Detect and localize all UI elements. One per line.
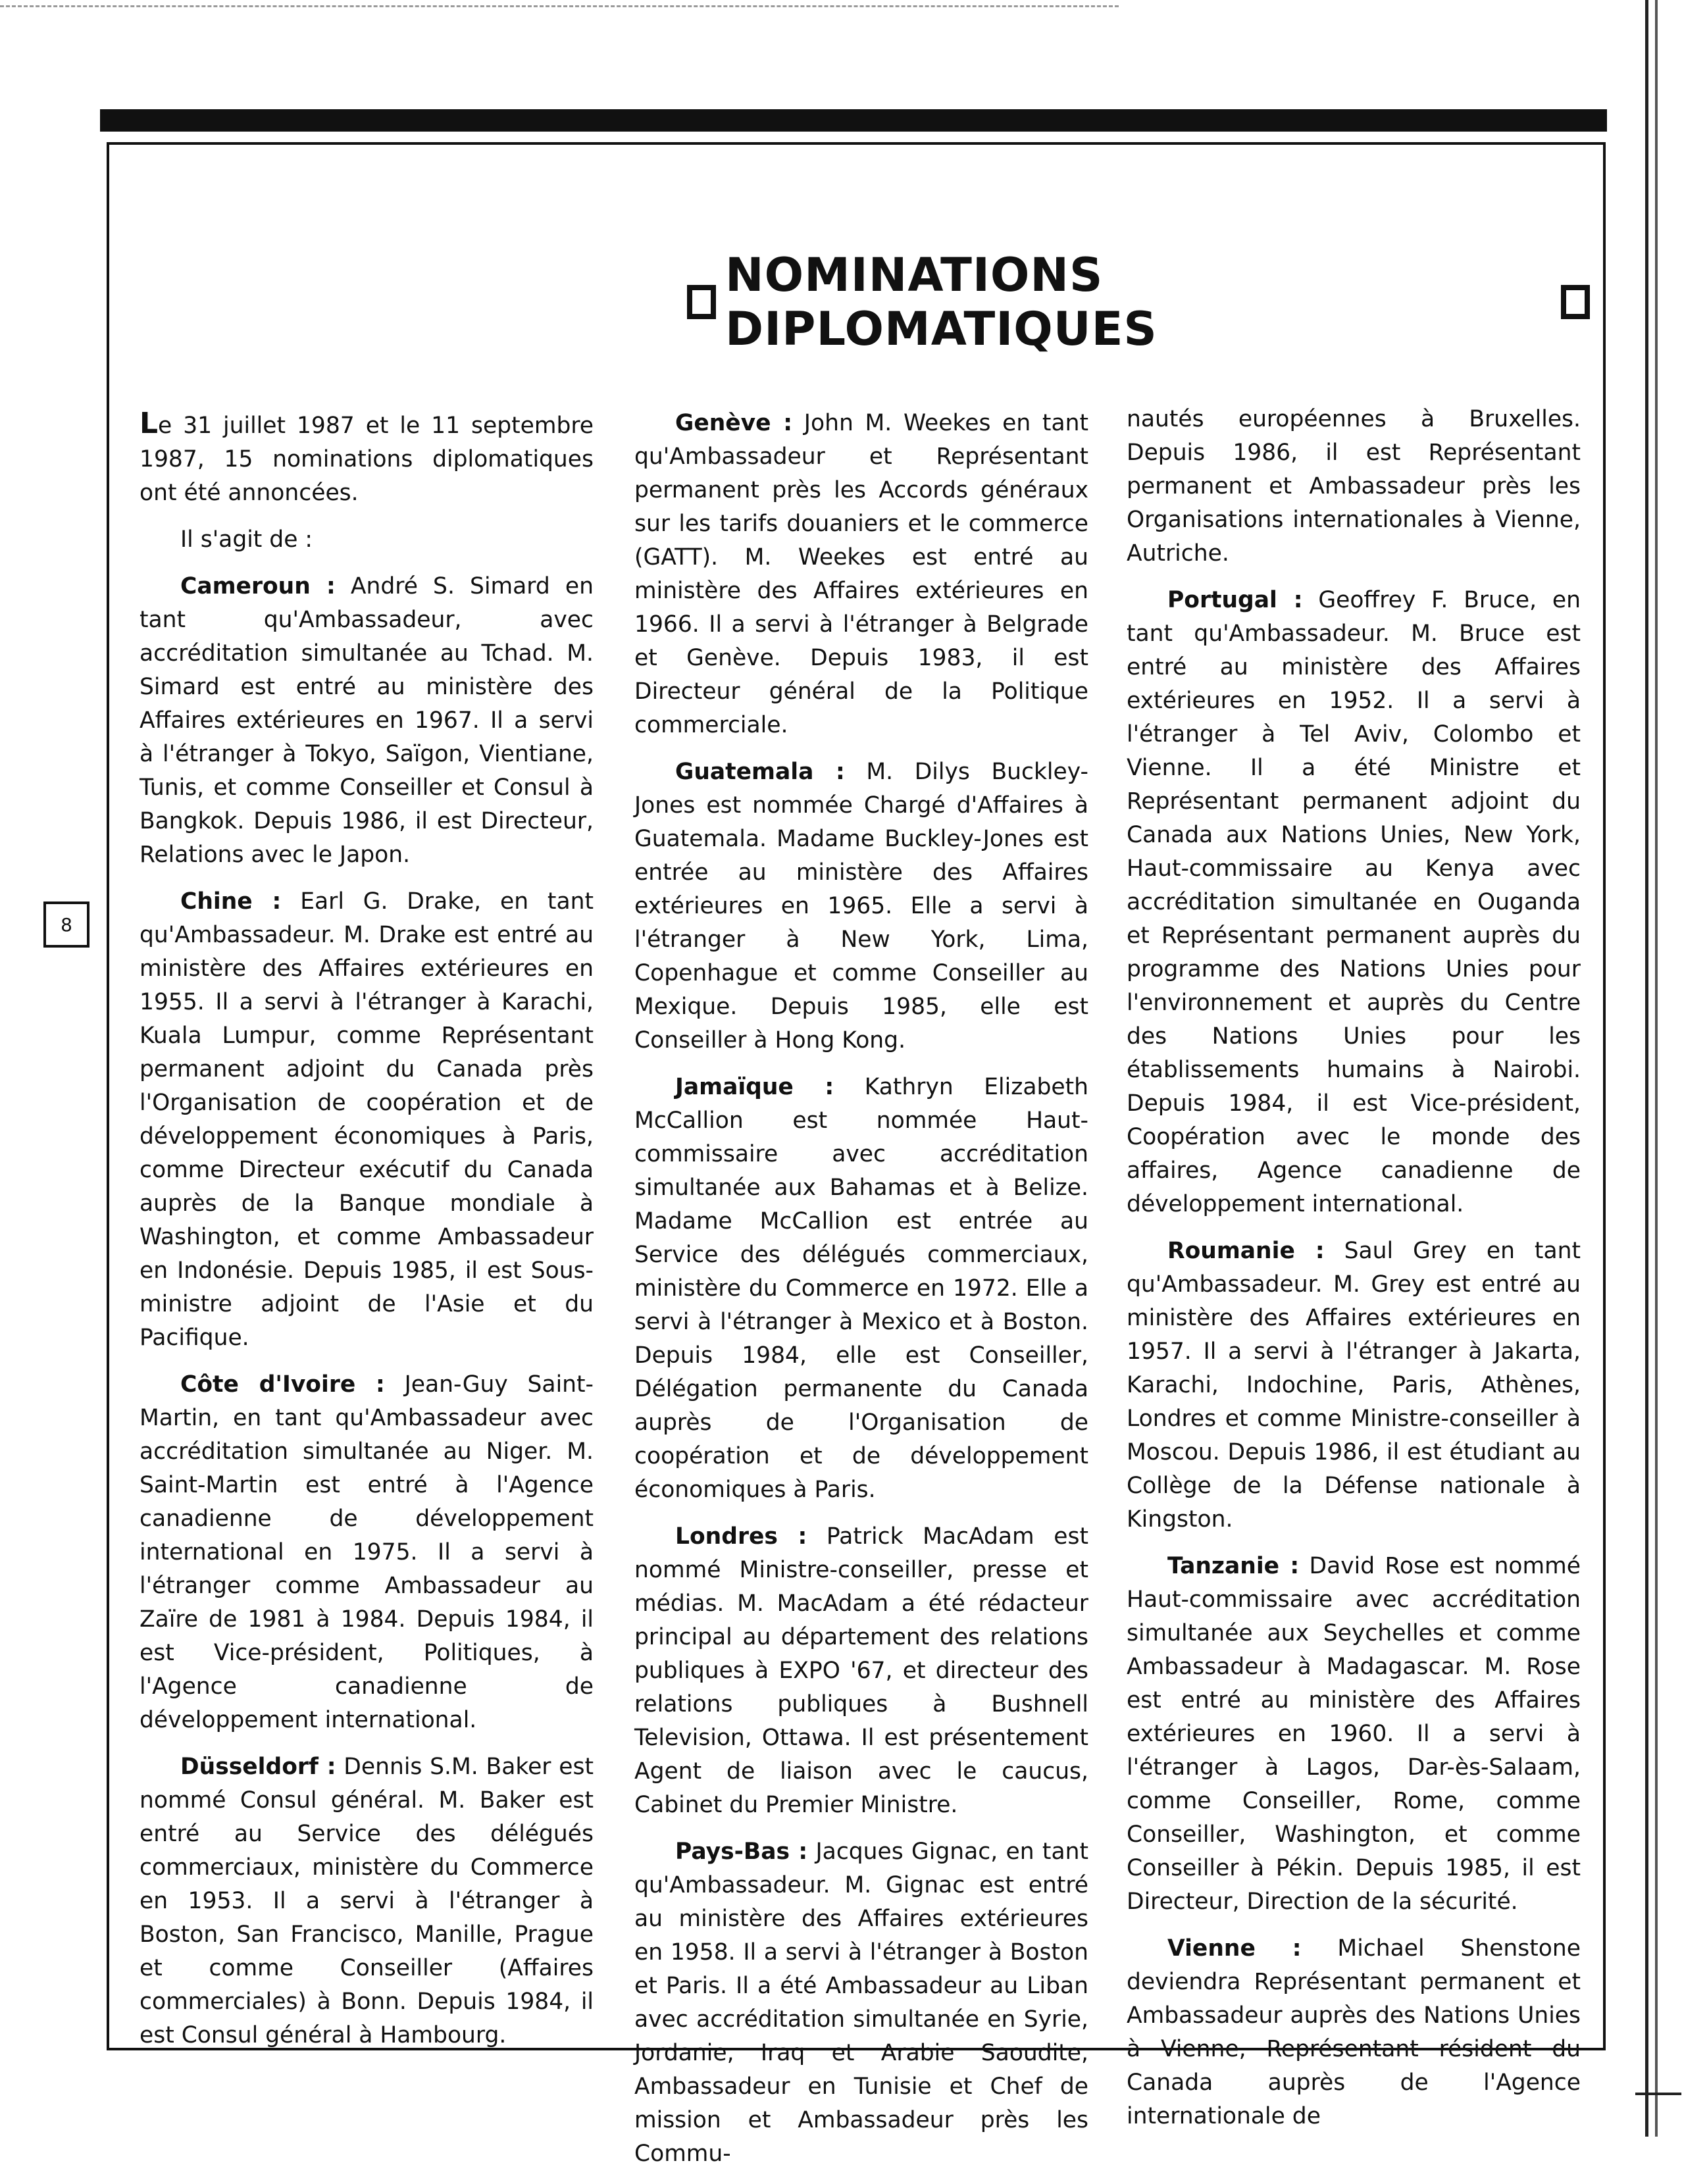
title-open-square-icon <box>687 285 716 319</box>
column-1 <box>140 407 594 2066</box>
page-number: 8 <box>43 902 89 948</box>
entry-text: Dennis S.M. Baker est nommé Consul général. M. Baker est entré au Service des délégués commerciaux, ministère du Commerce en 1953. Il a servi à l'étranger à Boston, San Francisco, Manille, Prague et comme Conseiller (Affaires commerciales) à Bonn. Depuis 1984, il est Consul général à Hambourg. <box>140 1754 594 2048</box>
entry-pays-bas <box>634 1835 1088 2171</box>
entry-heading: Genève : <box>675 410 793 436</box>
intro-text: e 31 juillet 1987 et le 11 septembre 1987, 15 nominations diplomatiques ont été annoncées. <box>140 413 594 506</box>
intro-drop-cap: L <box>140 407 159 440</box>
entry-heading: Cameroun : <box>180 573 336 599</box>
page-title <box>678 248 1599 356</box>
entry-text: Jacques Gignac, en tant qu'Ambassadeur. M. Gignac est entré au ministère des Affaires extérieures en 1958. Il a servi à l'étranger à Boston et Paris. Il a été Ambassadeur au Liban avec accréditation simultanée en Syrie, Jordanie, Iraq et Arabie Saoudite, Ambassadeur en Tunisie et Chef de mission et Ambassadeur près les Commu- <box>634 1839 1088 2167</box>
column-3 <box>1127 403 1581 2146</box>
entry-text: John M. Weekes en tant qu'Ambassadeur et Représentant permanent près les Accords généraux sur les tarifs douaniers et le commerce (GATT). M. Weekes est entré au ministère des Affaires extérieures en 1966. Il a servi à l'étranger à Belgrade et Genève. Depuis 1983, il est Directeur général de la Politique commerciale. <box>634 410 1088 738</box>
entry-text: Michael Shenstone deviendra Représentant permanent et Ambassadeur auprès des Nations Unies à Vienne, Représentant résident du Canada auprès de l'Agence internationale de <box>1127 1935 1581 2129</box>
scan-top-dashed-line <box>0 5 1119 7</box>
scan-right-margin-line <box>1645 0 1658 2137</box>
entry-dusseldorf <box>140 1750 594 2052</box>
entry-heading: Roumanie : <box>1167 1238 1325 1264</box>
entry-heading: Pays-Bas : <box>675 1839 808 1865</box>
entry-text: Geoffrey F. Bruce, en tant qu'Ambassadeur. M. Bruce est entré au ministère des Affaires extérieures en 1952. Il a servi à l'étranger à Tel Aviv, Colombo et Vienne. Il a été Ministre et Représentant permanent adjoint du Canada aux Nations Unies, New York, Haut-commissaire au Kenya avec accréditation simultanée en Ouganda et Représentant permanent auprès du programme des Nations Unies pour l'environnement et auprès du Centre des Nations Unies pour les établissements humains à Nairobi. Depuis 1984, il est Vice-président, Coopération avec le monde des affaires, Agence canadienne de développement international. <box>1127 587 1581 1217</box>
entry-londres <box>634 1520 1088 1822</box>
title-close-square-icon <box>1561 285 1590 319</box>
entry-roumanie <box>1127 1234 1581 1536</box>
entry-text: Patrick MacAdam est nommé Ministre-conseiller, presse et médias. M. MacAdam a été rédacteur principal au département des relations publiques à EXPO '67, et directeur des relations publiques à Bushnell Television, Ottawa. Il est présentement Agent de liaison avec le caucus, Cabinet du Premier Ministre. <box>634 1523 1088 1818</box>
entry-heading: Côte d'Ivoire : <box>180 1371 385 1398</box>
entry-heading: Portugal : <box>1167 587 1303 613</box>
lead-in-paragraph: Il s'agit de : <box>180 526 313 553</box>
entry-text: David Rose est nommé Haut-commissaire avec accréditation simultanée aux Seychelles et comme Ambassadeur à Madagascar. M. Rose est entré au ministère des Affaires extérieures en 1960. Il a servi à l'étranger à Lagos, Dar-ès-Salaam, comme Conseiller, Rome, comme Conseiller, Washington, et comme Conseiller à Pékin. Depuis 1985, il est Directeur, Direction de la sécurité. <box>1127 1553 1581 1915</box>
entry-heading: Londres : <box>675 1523 807 1550</box>
entry-heading: Vienne : <box>1167 1935 1302 1962</box>
entry-geneve <box>634 407 1088 742</box>
continuation-paragraph: nautés européennes à Bruxelles. Depuis 1986, il est Représentant permanent et Ambassadeur près les Organisations internationales à Vienne, Autriche. <box>1127 406 1581 567</box>
entry-heading: Tanzanie : <box>1167 1553 1300 1579</box>
entry-jamaique <box>634 1071 1088 1507</box>
entry-text: Earl G. Drake, en tant qu'Ambassadeur. M. Drake est entré au ministère des Affaires extérieures en 1955. Il a servi à l'étranger à Karachi, Kuala Lumpur, comme Représentant permanent adjoint du Canada près l'Organisation de coopération et de développement économiques à Paris, comme Directeur exécutif du Canada auprès de la Banque mondiale à Washington, et comme Ambassadeur en Indonésie. Depuis 1985, il est Sous-ministre adjoint de l'Asie et du Pacifique. <box>140 888 594 1351</box>
entry-text: Jean-Guy Saint-Martin, en tant qu'Ambassadeur avec accréditation simultanée au Niger. M. Saint-Martin est entré à l'Agence canadienne de développement international en 1975. Il a servi à l'étranger comme Ambassadeur au Zaïre de 1981 à 1984. Depuis 1984, il est Vice-président, Politiques, à l'Agence canadienne de développement international. <box>140 1371 594 1733</box>
entry-heading: Jamaïque : <box>675 1074 834 1100</box>
entry-text: M. Dilys Buckley-Jones est nommée Chargé d'Affaires à Guatemala. Madame Buckley-Jones est entrée au ministère des Affaires extérieures en 1965. Elle a servi à l'étranger à New York, Lima, Copenhague et comme Conseiller au Mexique. Depuis 1985, elle est Conseiller à Hong Kong. <box>634 759 1089 1054</box>
entry-heading: Düsseldorf : <box>180 1754 336 1780</box>
column-2 <box>634 407 1088 2184</box>
entry-portugal <box>1127 584 1581 1221</box>
scan-right-margin-stub <box>1635 2093 1681 2121</box>
entry-cote-divoire <box>140 1368 594 1737</box>
entry-text: Saul Grey en tant qu'Ambassadeur. M. Grey est entré au ministère des Affaires extérieures en 1957. Il a servi à l'étranger à Jakarta, Karachi, Indochine, Paris, Athènes, Londres et comme Ministre-conseiller à Moscou. Depuis 1986, il est étudiant au Collège de la Défense nationale à Kingston. <box>1127 1238 1581 1533</box>
entry-chine <box>140 885 594 1355</box>
intro-paragraph <box>140 407 594 510</box>
entry-guatemala <box>634 755 1088 1057</box>
entry-tanzanie <box>1127 1550 1581 1919</box>
entry-vienne <box>1127 1932 1581 2133</box>
entry-cameroun <box>140 570 594 872</box>
entry-heading: Guatemala : <box>675 759 845 785</box>
title-text: NOMINATIONS DIPLOMATIQUES <box>725 248 1158 356</box>
entry-text: André S. Simard en tant qu'Ambassadeur, avec accréditation simultanée au Tchad. M. Simard est entré au ministère des Affaires extérieures en 1967. Il a servi à l'étranger à Tokyo, Saïgon, Vientiane, Tunis, et comme Conseiller et Consul à Bangkok. Depuis 1986, il est Directeur, Relations avec le Japon. <box>140 573 594 868</box>
header-rule-bar <box>100 109 1607 132</box>
entry-heading: Chine : <box>180 888 282 915</box>
entry-text: Kathryn Elizabeth McCallion est nommée Haut-commissaire avec accréditation simultanée aux Bahamas et à Belize. Madame McCallion est entrée au Service des délégués commerciaux, ministère du Commerce en 1972. Elle a servi à l'étranger à Mexico et à Boston. Depuis 1984, elle est Conseiller, Délégation permanente du Canada auprès de l'Organisation de coopération et de développement économiques à Paris. <box>634 1074 1088 1503</box>
